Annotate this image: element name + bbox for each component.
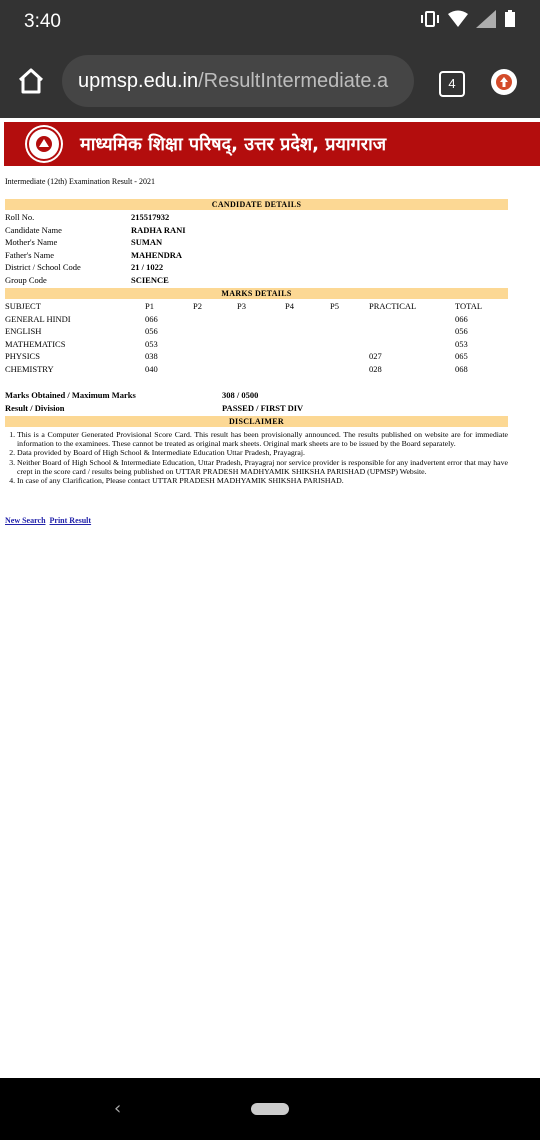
marks-row [5, 364, 508, 376]
candidate-field-label: Mother's Name [5, 237, 58, 247]
disclaimer-item: 1. This is a Computer Generated Provisional Score Card. This result has been provisionally announced. The results published on website are for immediate information to the examinees. These cannot be treated as original mark sheets. Original mark sheets are to be issued by the Board separately. [17, 430, 508, 448]
marks-row-cell: 066 [145, 313, 158, 324]
candidate-field-value: RADHA RANI [131, 224, 186, 235]
candidate-field-value: 215517932 [131, 212, 170, 222]
marks-header-row-cell: P1 [145, 301, 154, 311]
candidate-row [5, 262, 405, 274]
url-path: /ResultIntermediate.a [198, 70, 389, 92]
system-nav-bar [0, 1078, 540, 1140]
vibrate-icon [420, 10, 440, 28]
candidate-details-header: CANDIDATE DETAILS [5, 199, 508, 210]
candidate-field-value: SCIENCE [131, 274, 169, 285]
marks-row [5, 314, 508, 326]
candidate-row [5, 237, 405, 249]
marks-row-cell: PHYSICS [5, 351, 40, 361]
new-search-link[interactable]: New Search [5, 516, 46, 525]
disclaimer-text [5, 430, 508, 485]
result-division-value: PASSED / FIRST DIV [222, 403, 304, 413]
marks-obtained-label: Marks Obtained / Maximum Marks [5, 390, 136, 400]
marks-row-cell: 053 [455, 338, 468, 349]
candidate-row [5, 212, 405, 224]
status-bar [0, 0, 540, 44]
marks-row-cell: 053 [145, 338, 158, 349]
marks-row-cell: 038 [145, 351, 158, 361]
marks-row-cell: GENERAL HINDI [5, 313, 71, 324]
result-links [5, 516, 95, 525]
candidate-row [5, 275, 405, 287]
marks-details-header: MARKS DETAILS [5, 288, 508, 299]
board-title: माध्यमिक शिक्षा परिषद्, उत्तर प्रदेश, प्रयागराज [80, 134, 387, 155]
candidate-field-label: Roll No. [5, 212, 35, 222]
marks-row [5, 326, 508, 338]
marks-header-row [5, 301, 508, 313]
upload-icon[interactable] [491, 69, 517, 95]
marks-row-cell: 040 [145, 363, 158, 374]
marks-row [5, 351, 508, 363]
browser-toolbar [0, 44, 540, 118]
candidate-field-value: 21 / 1022 [131, 262, 164, 272]
exam-title: Intermediate (12th) Examination Result - 2021 [5, 177, 155, 186]
marks-header-row-cell: PRACTICAL [369, 301, 417, 311]
status-time: 3:40 [24, 11, 61, 32]
disclaimer-header: DISCLAIMER [5, 416, 508, 427]
marks-row-cell: MATHEMATICS [5, 338, 66, 349]
candidate-row [5, 225, 405, 237]
result-division-label: Result / Division [5, 403, 65, 413]
marks-obtained-value: 308 / 0500 [222, 390, 259, 400]
home-icon[interactable] [16, 66, 46, 96]
marks-row-cell: 065 [455, 351, 468, 361]
marks-header-row-cell: SUBJECT [5, 301, 41, 311]
candidate-field-value: MAHENDRA [131, 249, 182, 260]
marks-header-row-cell: P3 [237, 301, 246, 311]
marks-row-cell: ENGLISH [5, 326, 42, 336]
marks-row-cell: 066 [455, 313, 468, 324]
disclaimer-item: 3. Neither Board of High School & Intermediate Education, Uttar Pradesh, Prayagraj nor service provider is responsible for any inadvertent error that may have crept in the score card / results being published on UTTAR PRADESH MADHYAMIK SHIKSHA PARISHAD (UPMSP) Website. [17, 458, 508, 476]
disclaimer-item: 4. In case of any Clarification, Please contact UTTAR PRADESH MADHYAMIK SHIKSHA PARISHAD. [17, 476, 508, 485]
marks-row-cell: 027 [369, 351, 382, 361]
result-division-row [5, 403, 304, 413]
url-field[interactable] [62, 55, 414, 107]
marks-header-row-cell: TOTAL [455, 301, 483, 311]
marks-header-row-cell: P4 [285, 301, 294, 311]
site-banner [4, 122, 540, 166]
upmsp-logo [25, 125, 63, 163]
url-host: upmsp.edu.in [78, 70, 199, 92]
marks-header-row-cell: P5 [330, 301, 339, 311]
marks-row-cell: 068 [455, 363, 468, 374]
home-gesture-pill[interactable] [251, 1103, 289, 1115]
candidate-field-label: Group Code [5, 274, 47, 285]
marks-header-row-cell: P2 [193, 301, 202, 311]
cell-signal-icon [476, 10, 496, 28]
marks-row-cell: CHEMISTRY [5, 363, 54, 374]
marks-obtained-row [5, 390, 259, 400]
candidate-field-value: SUMAN [131, 237, 163, 247]
status-icons [420, 10, 516, 28]
wifi-icon [448, 10, 468, 28]
disclaimer-item: 2. Data provided by Board of High School & Intermediate Education Uttar Pradesh, Prayagraj. [17, 448, 508, 457]
candidate-field-label: Father's Name [5, 249, 54, 260]
marks-row-cell: 028 [369, 363, 382, 374]
marks-row-cell: 056 [145, 326, 158, 336]
candidate-field-label: District / School Code [5, 262, 81, 272]
back-icon[interactable]: ‹ [114, 1098, 122, 1119]
battery-icon [504, 10, 516, 28]
tab-switcher-button[interactable]: 4 [439, 71, 465, 97]
marks-row [5, 339, 508, 351]
print-result-link[interactable]: Print Result [49, 516, 92, 525]
candidate-row [5, 250, 405, 262]
candidate-field-label: Candidate Name [5, 224, 62, 235]
marks-row-cell: 056 [455, 326, 468, 336]
disclaimer-list [5, 430, 508, 485]
